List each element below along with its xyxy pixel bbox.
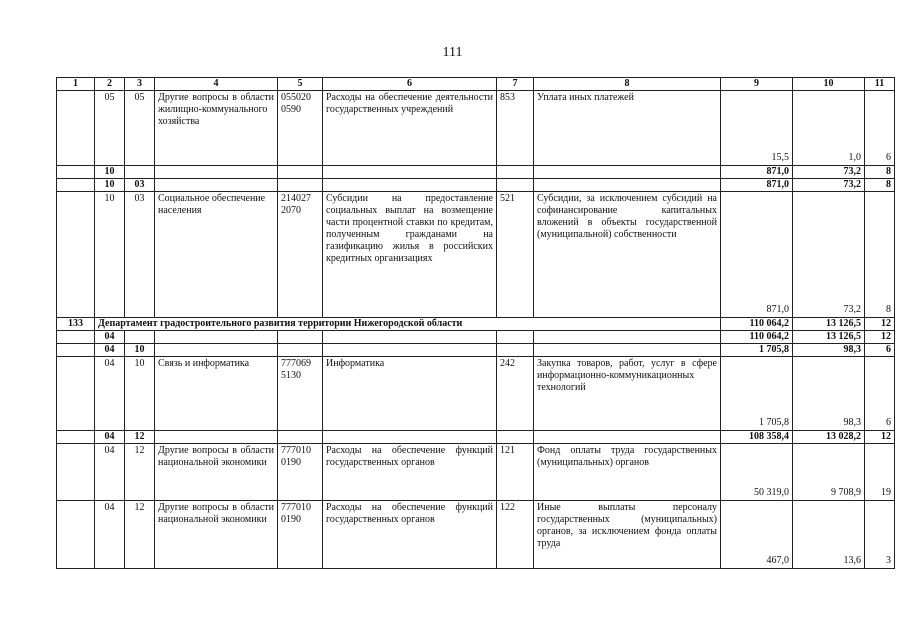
cell-c11: 12	[865, 331, 895, 344]
cell-c2: 10	[95, 179, 125, 192]
cell-c11: 6	[865, 344, 895, 357]
cell-c6: Расходы на обеспечение деятельности государственных учреждений	[323, 91, 497, 166]
table-row	[57, 192, 895, 318]
cell-c7	[497, 166, 534, 179]
cell-c4	[155, 431, 278, 444]
cell-c8	[534, 166, 721, 179]
cell-c2: 04	[95, 431, 125, 444]
cell-c10: 13 126,5	[793, 331, 865, 344]
cell-c9: 110 064,2	[721, 331, 793, 344]
cell-c4: Другие вопросы в области жилищно-коммунального хозяйства	[155, 91, 278, 166]
cell-c8	[534, 344, 721, 357]
col-header-2: 2	[95, 78, 125, 91]
department-row	[57, 318, 895, 331]
cell-c2: 04	[95, 344, 125, 357]
cell-c7	[497, 431, 534, 444]
cell-c9: 50 319,0	[721, 444, 793, 501]
cell-c6	[323, 166, 497, 179]
cell-c9: 871,0	[721, 179, 793, 192]
cell-c8	[534, 331, 721, 344]
cell-c10: 73,2	[793, 166, 865, 179]
cell-c11: 12	[865, 318, 895, 331]
cell-c3: 12	[125, 431, 155, 444]
cell-c8: Фонд оплаты труда государственных (муниципальных) органов	[534, 444, 721, 501]
cell-c7	[497, 179, 534, 192]
cell-c7: 122	[497, 501, 534, 569]
cell-c10: 73,2	[793, 192, 865, 318]
cell-c5: 777069 5130	[278, 357, 323, 431]
cell-c6: Расходы на обеспечение функций государственных органов	[323, 444, 497, 501]
cell-c7: 121	[497, 444, 534, 501]
cell-c3: 03	[125, 192, 155, 318]
cell-c4: Другие вопросы в области национальной экономики	[155, 444, 278, 501]
cell-c5: 214027 2070	[278, 192, 323, 318]
cell-c10: 9 708,9	[793, 444, 865, 501]
cell-c3	[125, 166, 155, 179]
cell-c9: 108 358,4	[721, 431, 793, 444]
col-header-10: 10	[793, 78, 865, 91]
col-header-5: 5	[278, 78, 323, 91]
cell-c11: 6	[865, 91, 895, 166]
table-row	[57, 357, 895, 431]
cell-c10: 13 126,5	[793, 318, 865, 331]
cell-c10: 98,3	[793, 357, 865, 431]
cell-c6	[323, 331, 497, 344]
cell-c7	[497, 331, 534, 344]
cell-c7	[497, 344, 534, 357]
cell-c8: Уплата иных платежей	[534, 91, 721, 166]
col-header-7: 7	[497, 78, 534, 91]
cell-c8	[534, 431, 721, 444]
col-header-6: 6	[323, 78, 497, 91]
cell-c4: Социальное обеспечение населения	[155, 192, 278, 318]
col-header-9: 9	[721, 78, 793, 91]
cell-c3: 12	[125, 501, 155, 569]
cell-c10: 1,0	[793, 91, 865, 166]
cell-c6: Расходы на обеспечение функций государственных органов	[323, 501, 497, 569]
cell-c1	[57, 357, 95, 431]
cell-c1	[57, 431, 95, 444]
cell-c11: 8	[865, 166, 895, 179]
cell-c4	[155, 166, 278, 179]
cell-c6	[323, 179, 497, 192]
cell-c9: 1 705,8	[721, 357, 793, 431]
cell-c3: 10	[125, 344, 155, 357]
cell-c9: 1 705,8	[721, 344, 793, 357]
budget-table	[56, 77, 895, 569]
table-row	[57, 166, 895, 179]
cell-c9: 15,5	[721, 91, 793, 166]
col-header-4: 4	[155, 78, 278, 91]
cell-c3: 05	[125, 91, 155, 166]
cell-c1	[57, 91, 95, 166]
cell-c4	[155, 344, 278, 357]
cell-c5: 055020 0590	[278, 91, 323, 166]
cell-c9: 110 064,2	[721, 318, 793, 331]
cell-c5	[278, 179, 323, 192]
cell-c5: 777010 0190	[278, 501, 323, 569]
cell-c10: 98,3	[793, 344, 865, 357]
cell-c10: 13 028,2	[793, 431, 865, 444]
cell-c11: 3	[865, 501, 895, 569]
cell-c4	[155, 179, 278, 192]
cell-c8: Иные выплаты персоналу государственных (муниципальных) органов, за исключением фонда оплаты труда	[534, 501, 721, 569]
cell-c1	[57, 444, 95, 501]
cell-c1	[57, 344, 95, 357]
cell-c7: 853	[497, 91, 534, 166]
cell-c11: 8	[865, 179, 895, 192]
cell-c5	[278, 331, 323, 344]
table-row	[57, 179, 895, 192]
cell-c3	[125, 331, 155, 344]
table-row	[57, 91, 895, 166]
col-header-8: 8	[534, 78, 721, 91]
cell-c2: 04	[95, 331, 125, 344]
table-row	[57, 501, 895, 569]
cell-c2: 10	[95, 166, 125, 179]
cell-c9: 467,0	[721, 501, 793, 569]
table-row	[57, 444, 895, 501]
cell-c8	[534, 179, 721, 192]
cell-c5	[278, 344, 323, 357]
cell-c4	[155, 331, 278, 344]
cell-c2: 04	[95, 444, 125, 501]
department-code: 133	[57, 318, 95, 331]
table-row	[57, 431, 895, 444]
cell-c9: 871,0	[721, 192, 793, 318]
cell-c2: 04	[95, 357, 125, 431]
cell-c6: Субсидии на предоставление социальных выплат на возмещение части процентной ставки по кредитам, полученным гражданами на газификацию жилья в российских кредитных организациях	[323, 192, 497, 318]
col-header-11: 11	[865, 78, 895, 91]
cell-c3: 03	[125, 179, 155, 192]
department-name: Департамент градостроительного развития территории Нижегородской области	[95, 318, 721, 331]
cell-c4: Другие вопросы в области национальной экономики	[155, 501, 278, 569]
col-header-1: 1	[57, 78, 95, 91]
cell-c11: 8	[865, 192, 895, 318]
cell-c9: 871,0	[721, 166, 793, 179]
cell-c10: 73,2	[793, 179, 865, 192]
col-header-3: 3	[125, 78, 155, 91]
header-row	[57, 78, 895, 91]
cell-c3: 12	[125, 444, 155, 501]
cell-c11: 6	[865, 357, 895, 431]
cell-c4: Связь и информатика	[155, 357, 278, 431]
cell-c11: 19	[865, 444, 895, 501]
cell-c1	[57, 501, 95, 569]
cell-c5: 777010 0190	[278, 444, 323, 501]
cell-c8: Закупка товаров, работ, услуг в сфере информационно-коммуникационных технологий	[534, 357, 721, 431]
cell-c6	[323, 344, 497, 357]
cell-c2: 10	[95, 192, 125, 318]
cell-c1	[57, 166, 95, 179]
cell-c3: 10	[125, 357, 155, 431]
cell-c6: Информатика	[323, 357, 497, 431]
table-row	[57, 344, 895, 357]
cell-c1	[57, 179, 95, 192]
cell-c7: 242	[497, 357, 534, 431]
cell-c8: Субсидии, за исключением субсидий на софинансирование капитальных вложений в объекты государственной (муниципальной) собственности	[534, 192, 721, 318]
cell-c1	[57, 192, 95, 318]
page-number: 111	[442, 45, 463, 60]
table-row	[57, 331, 895, 344]
cell-c5	[278, 431, 323, 444]
cell-c1	[57, 331, 95, 344]
cell-c10: 13,6	[793, 501, 865, 569]
cell-c5	[278, 166, 323, 179]
cell-c6	[323, 431, 497, 444]
cell-c2: 05	[95, 91, 125, 166]
cell-c11: 12	[865, 431, 895, 444]
cell-c2: 04	[95, 501, 125, 569]
cell-c7: 521	[497, 192, 534, 318]
